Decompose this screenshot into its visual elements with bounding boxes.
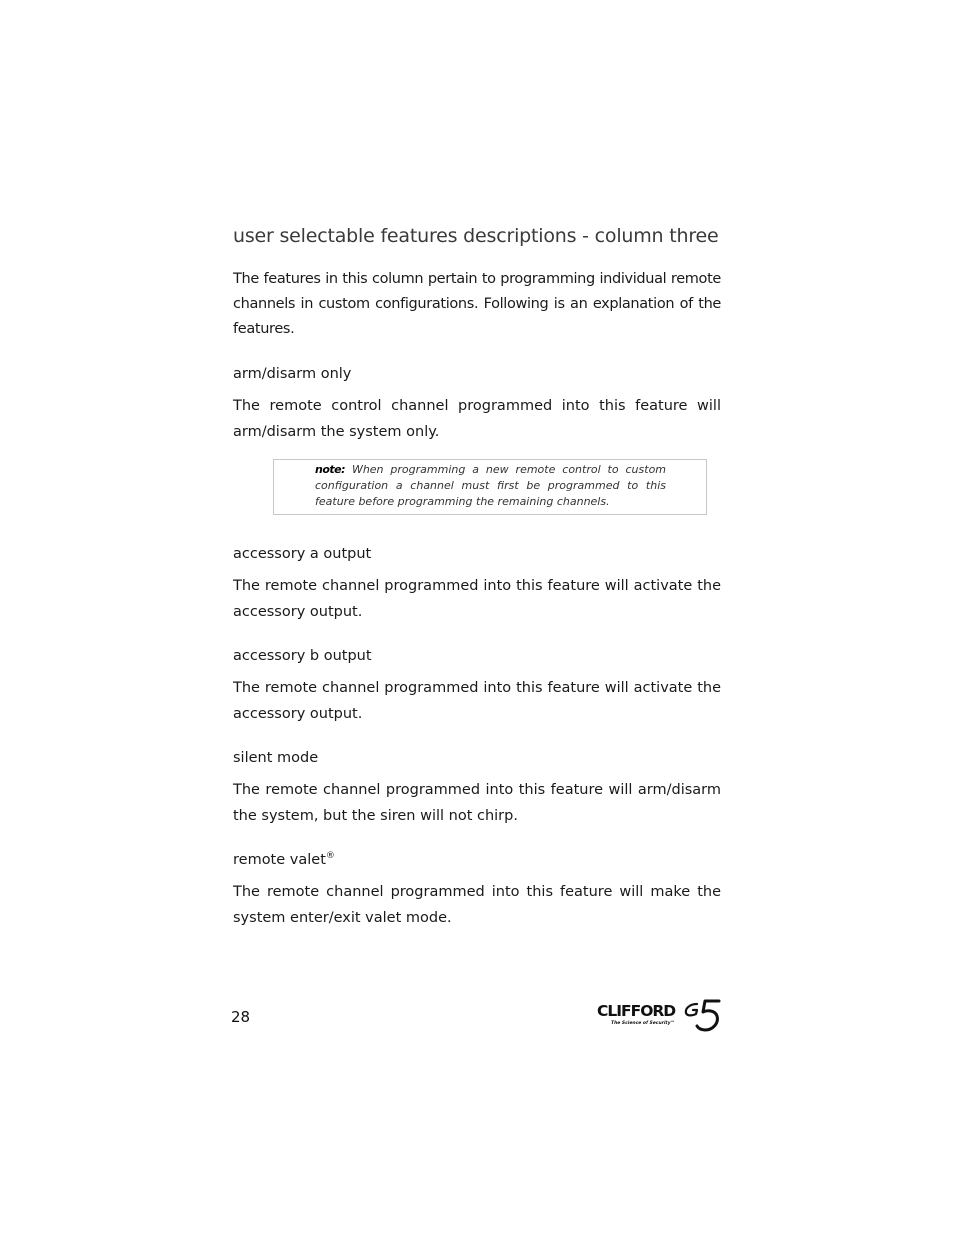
intro-paragraph: The features in this column pertain to programming individual remote channels in custom configurations. Following is an explanation of the features. xyxy=(233,271,721,337)
feature-heading: silent mode xyxy=(233,750,319,766)
registered-mark: ® xyxy=(325,851,335,862)
feature-silent-mode xyxy=(233,747,721,829)
note-box xyxy=(273,459,707,515)
feature-accessory-b-output xyxy=(233,645,721,727)
feature-heading: accessory b output xyxy=(233,648,372,664)
feature-heading: accessory a output xyxy=(233,546,372,562)
note-label: note: xyxy=(315,463,346,476)
page-number: 28 xyxy=(231,1008,251,1026)
feature-remote-valet xyxy=(233,849,721,931)
note-text: When programming a new remote control to custom configuration a channel must first be programmed to this feature before programming the remaining channels. xyxy=(315,463,667,508)
feature-description: The remote channel programmed into this feature will activate the accessory output. xyxy=(233,578,721,620)
g5-logo-icon xyxy=(683,998,723,1034)
feature-heading: arm/disarm only xyxy=(233,366,352,382)
feature-description: The remote control channel programmed into this feature will arm/disarm the system only. xyxy=(233,398,721,440)
clifford-logo xyxy=(597,998,723,1034)
page-content xyxy=(233,222,721,931)
feature-description: The remote channel programmed into this feature will arm/disarm the system, but the siren will not chirp. xyxy=(233,782,721,824)
brand-wordmark: CLIFFORD xyxy=(597,1002,676,1020)
feature-heading xyxy=(233,849,721,871)
feature-arm-disarm-only xyxy=(233,363,721,445)
feature-description: The remote channel programmed into this feature will make the system enter/exit valet mode. xyxy=(233,884,721,926)
page-title: user selectable features descriptions - column three xyxy=(233,225,719,247)
brand-tagline: The Science of Security™ xyxy=(611,1021,676,1026)
feature-heading-text: remote valet xyxy=(233,852,326,868)
feature-description: The remote channel programmed into this feature will activate the accessory output. xyxy=(233,680,721,722)
feature-accessory-a-output xyxy=(233,543,721,625)
